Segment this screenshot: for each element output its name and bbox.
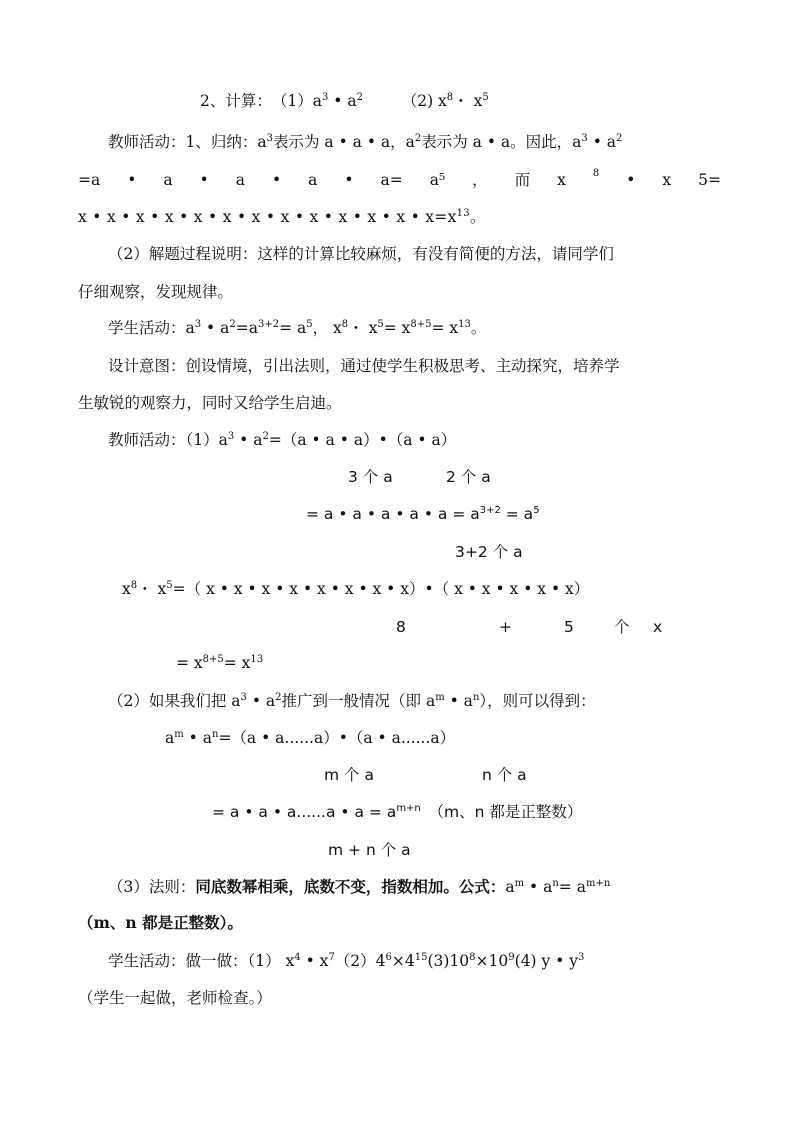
count-3plus2a: 3+2 个 a: [455, 543, 523, 561]
count-n: n 个 a: [482, 766, 527, 784]
x-product-result: = $x^{8+5}= x^{13}$: [176, 654, 264, 672]
count-2a: 2 个 a: [446, 468, 491, 486]
student-activity-1: 学生活动：$a^3$ • $a^2=a^{3+2}= a^5$， $x^8$・ $x^5= x^{8+5}= x^{13}$。: [108, 319, 487, 337]
rule-statement: （3）法则：同底数幂相乘，底数不变，指数相加。公式：$a^m$ • $a^n= a^{m+n}$: [108, 877, 611, 896]
generalization-intro: （2）如果我们把 $a^3$ • $a^2$推广到一般情况（即 $a^m$ • $a^n$），则可以得到：: [108, 692, 596, 710]
count-ge: 个: [614, 618, 630, 636]
a-product-result: = a • a • a • a • $a = a^{3+2} = a^5$: [306, 505, 540, 523]
count-x: x: [653, 618, 663, 636]
student-activity-exercise: 学生活动：做一做：（1） $x^4$ • $x^7(2)4^6\times 4^{15}(3)10^8\times 10^9(4)$ y • $y^3$: [108, 952, 585, 970]
general-result: = a • a • a......a • $a = a^{m+n}$ （m、n 都是正整数）: [212, 803, 583, 821]
calc-title: 2、计算： $(1)a^3$ • $a^2$ （2) $x^8$・ $x^5$: [200, 92, 489, 110]
x-product-expansion: $x^8$・ $x^5=$（ x • x • x • x • x • x • x • x）•（ x • x • x • x • x）: [122, 580, 590, 598]
x-expansion: x • x • x • x • x • x • x • x • x • x • x • x • $x=x^{13}$。: [78, 208, 486, 226]
teacher-activity-induction: 教师活动：1、归纳：$a^3$表示为 a • a • a，$a^2$表示为 a • a。因此，$a^3$ • $a^2$: [108, 133, 623, 151]
explanation-1: （2）解题过程说明：这样的计算比较麻烦，有没有简便的方法，请同学们: [108, 245, 614, 263]
rule-condition: （m、n 都是正整数）。: [78, 913, 243, 932]
count-5: 5: [564, 618, 574, 636]
count-m: m 个 a: [324, 766, 374, 784]
explanation-2: 仔细观察，发现规律。: [78, 283, 234, 301]
design-intent-2: 生敏锐的观察力，同时又给学生启迪。: [78, 394, 342, 412]
teacher-activity-1: 教师活动：$(1)a^3$ • $a^2=(a$ • a • a）•（a • a）: [108, 431, 457, 449]
expansion-line: =a • a • a • a • a= a⁵ ， 而 x 8 • x 5=: [78, 168, 721, 189]
closing-note: （学生一起做，老师检查。）: [78, 989, 272, 1007]
count-m-plus-n: m + n 个 a: [328, 841, 411, 859]
general-expansion: $a^m$ • $a^n=(a$ • a......a）•（a • a......a）: [165, 729, 456, 747]
design-intent-1: 设计意图：创设情境，引出法则，通过使学生积极思考、主动探究，培养学: [108, 357, 620, 375]
count-plus: +: [499, 618, 512, 636]
count-3a: 3 个 a: [348, 468, 393, 486]
count-8: 8: [396, 618, 406, 636]
